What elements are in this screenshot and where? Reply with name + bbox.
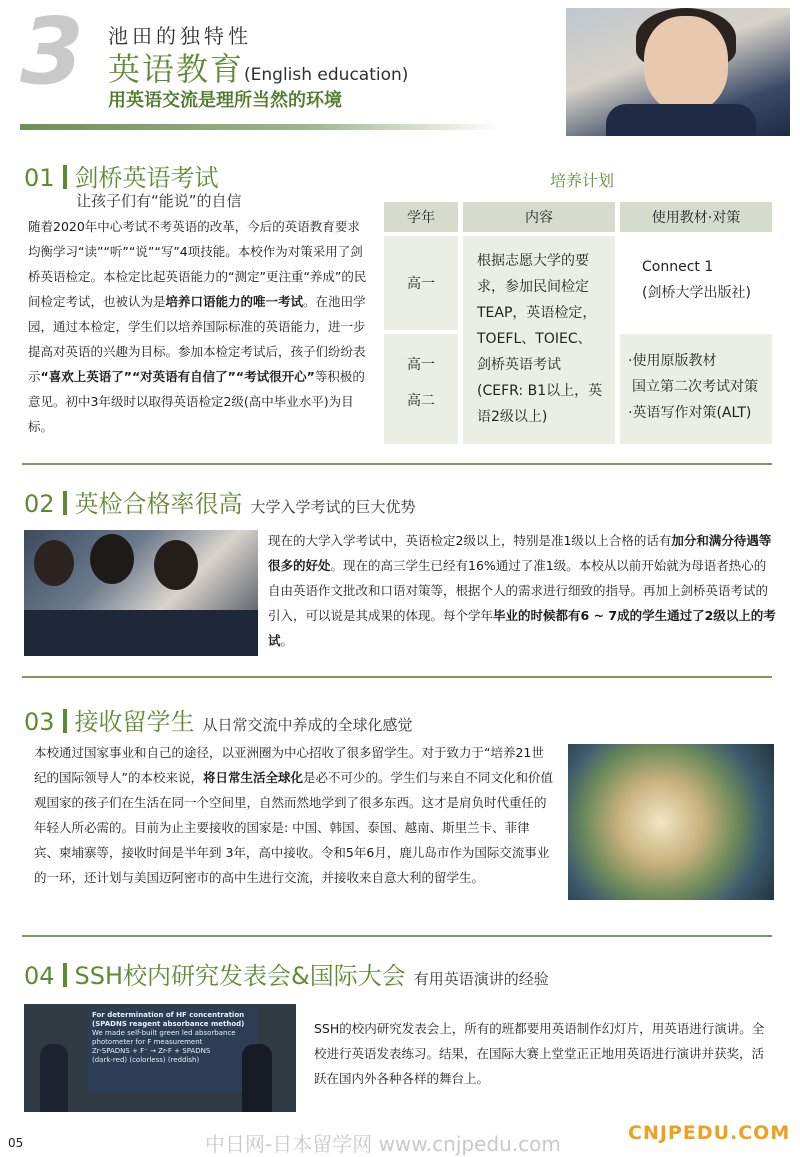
watermark-logo: CNJPEDU.COM xyxy=(628,1122,791,1144)
section3-title: 接收留学生 xyxy=(74,708,195,736)
section1-text-3: 等积极的意见。初中3年级时以取得英语检定2级(高中毕业水平)为目标。 xyxy=(28,369,365,434)
section4-title: SSH校内研究发表会&国际大会 xyxy=(74,962,406,990)
main-title-en: (English education) xyxy=(244,65,409,85)
header-divider xyxy=(20,124,500,130)
table-header-content: 内容 xyxy=(463,202,615,232)
table-row2-grade xyxy=(384,334,458,444)
student-smiling-photo xyxy=(566,8,790,136)
section2-title: 英检合格率很高 xyxy=(74,490,243,518)
presentation-photo xyxy=(24,1004,296,1112)
slide-title: For determination of HF concentration (SPADNS reagent absorbance method) xyxy=(92,1011,245,1028)
table-header-material: 使用教材·对策 xyxy=(620,202,772,232)
section-bar xyxy=(63,491,67,515)
presentation-slide xyxy=(88,1008,258,1092)
material2-line1: ·使用原版教材 xyxy=(628,353,717,369)
section3-number: 03 xyxy=(24,708,55,736)
section-divider xyxy=(22,463,772,465)
section3-heading xyxy=(24,702,413,737)
section1-body xyxy=(28,214,368,439)
table-content-cell: 根据志愿大学的要求，参加民间检定TEAP，英语检定，TOEFL、TOIEC、剑桥英语考试(CEFR: B1以上，英语2级以上) xyxy=(463,236,615,444)
section-bar xyxy=(63,963,67,987)
section3-body xyxy=(34,740,554,890)
table-material-row1 xyxy=(620,236,772,330)
section-divider xyxy=(22,676,772,678)
section2-bold-2: 毕业的时候都有6 ~ 7成的学生通过了2级以上的考试 xyxy=(268,608,776,648)
section-divider xyxy=(22,935,772,937)
section4-tagline: 有用英语演讲的经验 xyxy=(413,970,549,988)
section2-text-3: 。 xyxy=(280,633,294,648)
section2-heading xyxy=(24,484,416,519)
watermark-site: 中日网-日本留学网 www.cnjpedu.com xyxy=(205,1132,561,1156)
section1-title: 剑桥英语考试 xyxy=(74,164,219,192)
chapter-number: 3 xyxy=(20,0,85,105)
material2-line3: ·英语写作对策(ALT) xyxy=(628,405,752,421)
section4-number: 04 xyxy=(24,962,55,990)
section1-number: 01 xyxy=(24,164,55,192)
section3-bold-1: 将日常生活全球化 xyxy=(202,770,303,785)
section1-tagline: 让孩子们有“能说”的自信 xyxy=(76,192,242,210)
table-header-grade: 学年 xyxy=(384,202,458,232)
slide-line2: Zr-SPADNS + F⁻ → Zr-F + SPADNS xyxy=(92,1047,211,1055)
slide-line3: (dark-red) (colorless) (reddish) xyxy=(92,1056,200,1064)
section3-text-1: 本校通过国家事业和自己的途径，以亚洲圈为中心招收了很多留学生。对于致力于“培养21世纪的国际领导人”的本校来说， xyxy=(34,745,544,785)
table-grade-b: 高二 xyxy=(407,393,435,409)
section4-body: SSH的校内研究发表会上，所有的班都要用英语制作幻灯片，用英语进行演讲。全校进行英语发表练习。结果，在国际大赛上堂堂正正地用英语进行演讲并获奖，活跃在国内外各种各样的舞台上。 xyxy=(314,1021,765,1086)
header-main-title xyxy=(108,44,408,90)
page-number: 05 xyxy=(8,1136,24,1150)
section2-text-1: 现在的大学入学考试中，英语检定2级以上，特别是准1级以上合格的话有 xyxy=(268,533,672,548)
section1-heading xyxy=(24,158,219,193)
section-bar xyxy=(63,165,67,189)
section2-body xyxy=(268,528,776,653)
table-material-row2 xyxy=(620,334,772,444)
material1-line1: Connect 1 xyxy=(642,259,714,275)
section4-heading xyxy=(24,956,549,991)
globe-photo xyxy=(568,744,774,900)
section3-tagline: 从日常交流中养成的全球化感觉 xyxy=(202,716,413,734)
table-row1-grade: 高一 xyxy=(384,236,458,330)
main-title-cn: 英语教育 xyxy=(108,50,245,88)
section2-tagline: 大学入学考试的巨大优势 xyxy=(250,498,416,516)
section-bar xyxy=(63,709,67,733)
section1-text-2: 。在池田学园，通过本检定，学生们以培养国际标准的英语能力，进一步提高对英语的兴趣为目标。参加本检定考试后，孩子们纷纷表示 xyxy=(28,294,366,384)
header-small-title: 池田的独特性 xyxy=(108,24,252,48)
material1-line2: (剑桥大学出版社) xyxy=(642,285,751,301)
slide-line1: We made self-built green led absorbance photometer for F measurement xyxy=(92,1029,236,1046)
table-grade-a: 高一 xyxy=(407,357,435,373)
header-subtitle: 用英语交流是理所当然的环境 xyxy=(108,90,342,111)
students-studying-photo xyxy=(24,530,258,656)
section1-bold-2: “喜欢上英语了”“对英语有自信了”“考试很开心” xyxy=(40,369,315,384)
section2-text-2: 。现在的高三学生已经有16%通过了准1级。本校从以前开始就为母语者热心的自由英语作文批改和口语对策等，根据个人的需求进行细致的指导。再加上剑桥英语考试的引入，可以说是其成果的体现。每个学年 xyxy=(268,558,769,623)
section3-text-2: 是必不可少的。学生们与来自不同文化和价值观国家的孩子们在生活在同一个空间里，自然而然地学到了很多东西。这才是肩负时代重任的年轻人所必需的。目前为止主要接收的国家是: 中国、韩国、泰国、越南、斯里兰卡、菲律宾、柬埔寨等，接收时间是半年到 3年，高中接收。令和5年6月，鹿儿岛市作为国际交流事业的一环，还计划与美国迈阿密市的高中生进行交流，并接收来自意大利的留学生。 xyxy=(34,770,554,885)
section1-bold-1: 培养口语能力的唯一考试 xyxy=(165,294,304,309)
section2-bold-1: 加分和满分待遇等很多的好处 xyxy=(268,533,772,573)
section1-text-1: 随着2020年中心考试不考英语的改革，今后的英语教育要求均衡学习“读”“听”“说”“写”4项技能。本校作为对策采用了剑桥英语检定。本检定比起英语能力的“测定”更注重“养成”的民间检定考试，也被认为是 xyxy=(28,219,367,309)
plan-table-title: 培养计划 xyxy=(550,171,615,190)
section2-number: 02 xyxy=(24,490,55,518)
material2-line2: 国立第二次考试对策 xyxy=(632,379,758,395)
